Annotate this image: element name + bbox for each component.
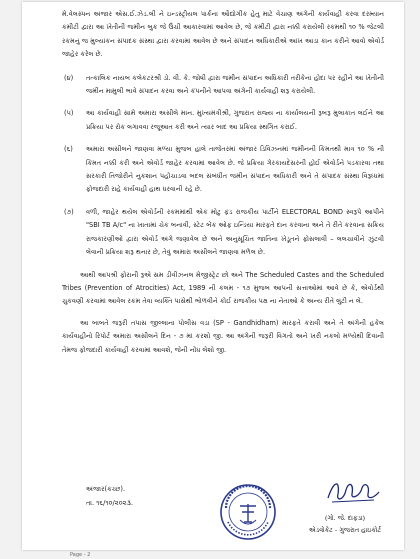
item-text: અમારા અસીલને જાણવા મળ્યા મુજબ હાલે તાજેતરમાં અંજાર ડિવિઝનમાં જમીનની કિંમતથી માત્ર ૧૦ % ની કિંમત નક્કી કરી અને એવોર્ડ જાહેર કરવામાં આવેલ છે. જે પ્રક્રિયા ગેરકાયદેસરની હોઈ એવોર્ડને પડકારવા તથા સરકારી તિજોરીને નુકશાન પહોંચાડવા બદલ સંબંધીત જમીન સંપાદન અધિકારી અને તે સંપાદક સંસ્થા વિરૂધ્ધમાં ફોજદારી રાહે કાર્યવાહી હાથ ધરવાની રહે છે. [86,145,384,194]
letter-body [62,8,384,365]
item-number: (૫) [64,109,74,118]
closing-paragraph: આ બાબતે જરૂરી તપાસ જીલ્લાના પોલીસ વડા (SP - Gandhidham) મારફતે કરાવી અને તે અંગેની હકેલ કાર્યવાહીનો રિપોર્ટ અમારા અસીલને દિન - ૭ માં કરશો જી. આ અંગેની જરૂરી વિગતો અને ખરી નકલો મળ્યેથી દિવાની તેમજ ફોજદારી કાર્યવાહી કરવામાં આવશે, જેની નોંધ લેશો જી. [62,318,384,354]
item-text: આ કાર્યવાહી સામે અમારા અસીલે માન. મુખ્યમંત્રીશ્રી, ગુજરાત રાજ્ય ના કાર્યાલયની રૂબરૂ મુલાકાત લઈને આ પ્રક્રિયા પર રોક લગાવવા રજૂઆત કરી અને ત્યાર બાદ આ પ્રક્રિયા સ્થગિત કરાઈ. [86,109,384,131]
item-text: તત્કાલિક નાયબ કલેકટરશ્રી ડો. વી. કે. જોષી દ્વારા જમીન સંપાદન અધિકારી તરીકેના હોદા પર રહીને આ ખેતીની જમીન મામુલી ભાવે સંપાદન કરવા અને કંપનીને આપવા અંગેની કાર્યવાહી શરૂ કરાયેલી. [86,73,384,96]
numbered-item-5 [62,107,384,134]
advocate-seal-stamp [218,482,278,542]
item-number: (૭) [64,207,74,216]
place-date-block [86,483,133,511]
numbered-item-4 [62,72,384,99]
numbered-item-7 [62,206,384,260]
document-page [22,2,404,558]
signer-name: (ગો. જે. દાફડા) [324,514,366,522]
item-text: વળી, જાહેર થયેલ એવોર્ડની રકમમાંથી એક મોટુ ફંડ રાજકીય પાર્ટીને ELECTORAL BOND સ્વરૂપે આપીને "SBI TB A/c" ના ખાતામાં ચેક બનાવી, સ્ટેટ બેંક ઓફ ઇન્ડિયા મારફતે દાન કરવાના અને તે રીતે કરવાના સક્રિય રાજકારણીઓ દ્વારા એવોર્ડ અંગે જણાવેલ છે અને અનુસૂચિત જાતિના ખેડૂતને ફોસલાવી – લલચાવીને ઝુંટવી લેવાની પ્રક્રિયા શરૂ થનાર છે, તેવું અમારા અસીલને જાણવા મળેલ છે. [86,207,384,257]
date-text: તા. ૧૬/૧૦/૨૦૨૩. [86,499,133,507]
item-number: (૪) [64,73,74,82]
item-number: (૬) [64,145,73,154]
signer-title: એડવોકેટ - ગુજરાત હાઇકોર્ટ [308,526,382,534]
signer-block [280,512,410,536]
handwritten-signature [324,476,382,506]
numbered-item-6 [62,143,384,197]
intro-paragraph: મે.વેલસ્પન અંજાર એસ.ઈ.ઝેડ.લી ને ઇન્ડસ્ટ્રીયલ પાર્કના ઔદ્યોગીક હેતુ માટે વેચાણ અંગેની કાર્યવાહી કરવા દરમ્યાન કમીટી દ્વારા આ ખેતીની જમીન બુક જે ઉંચી આકારવામાં આવેલ છે, જે કમીટી દ્વારા નક્કી કરાયેલી રકમથી ૧૦ % જેટલી રકમનું જ મુલ્યાંકન સંપાદક સંસ્થા દ્વારા કરવામાં આવેલ છે અને સંપાદન અધિકારીએ આંખ આડા કાન કરીને આવો એવોર્ડ જાહેર કરેલ છે. [62,10,384,59]
page-number: Page - 2 [70,552,91,558]
place-text: અંજાર(કચ્છ). [86,485,126,493]
request-paragraph: આથી આપશ્રી ફોરાની રૂએ સમ ડીવીઝનલ મેજીસ્ટ્રેટ છો અને The Scheduled Castes and the Scheduled Tribes (Prevention of Atrocities) Act, 1989 ની કલમ - ૧૭ મુજબ આપની સત્તાઓમાં આવે છે કે, એવોર્ડથી ચુકવણી કરવામાં આવેલ રકમ તેવા વ્યક્તિ પાસેથી ભોળવીને કોઈ રાજકીય પક્ષ ના નેતાઓ કે અન્ય રીતે લુંટી ન લે. [62,270,384,306]
